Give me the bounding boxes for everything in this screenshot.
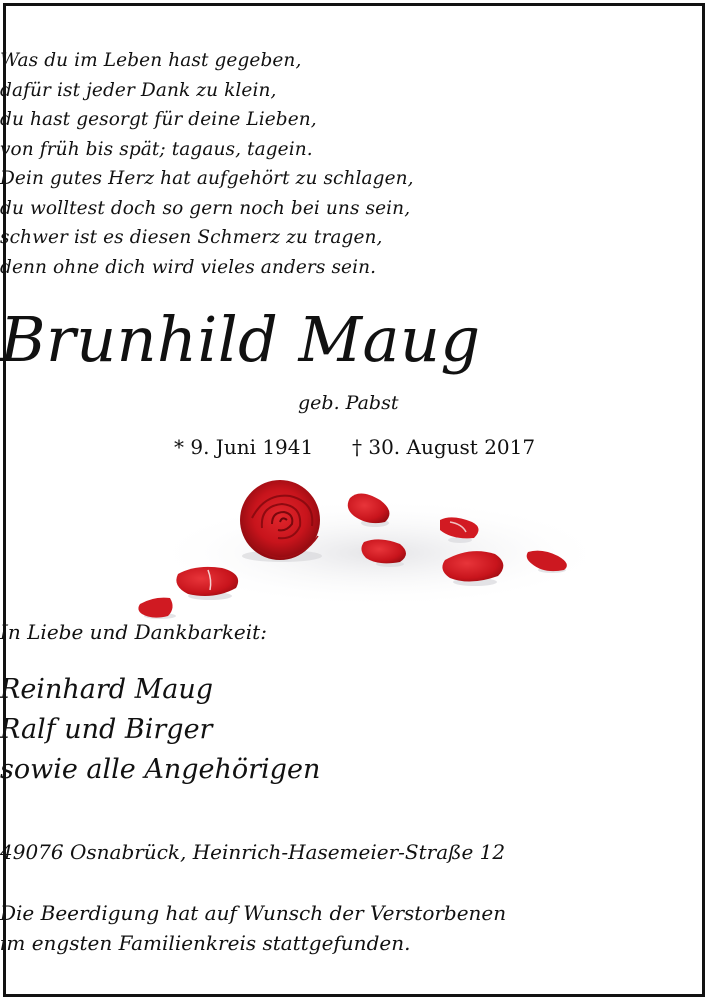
funeral-note — [0, 898, 708, 958]
thanks-line: In Liebe und Dankbarkeit: — [0, 620, 267, 644]
address: 49076 Osnabrück, Heinrich-Hasemeier-Straße 12 — [0, 840, 506, 864]
poem-line: schwer ist es diesen Schmerz zu tragen, — [0, 227, 383, 248]
poem-line: du hast gesorgt für deine Lieben, — [0, 109, 317, 130]
deceased-name: Brunhild Maug — [0, 303, 481, 376]
petal-icon — [138, 598, 176, 619]
poem-line: Dein gutes Herz hat aufgehört zu schlagen, — [0, 168, 414, 189]
note-line: im engsten Familienkreis stattgefunden. — [0, 931, 411, 955]
poem-line: dafür ist jeder Dank zu klein, — [0, 79, 277, 101]
birth-date: * 9. Juni 1941 — [174, 435, 314, 459]
family-line: Reinhard Maug — [0, 674, 214, 705]
rose-petals-image — [130, 478, 590, 628]
maiden-name: geb. Pabst — [298, 392, 399, 414]
family-line: Ralf und Birger — [0, 714, 213, 745]
death-date: † 30. August 2017 — [352, 435, 536, 459]
poem-line: du wolltest doch so gern noch bei uns sein, — [0, 197, 411, 219]
family-names — [0, 670, 708, 790]
poem-line: denn ohne dich wird vieles anders sein. — [0, 256, 377, 278]
petal-icon — [176, 567, 238, 600]
poem-line: von früh bis spät; tagaus, tagein. — [0, 138, 313, 160]
poem-line: Was du im Leben hast gegeben, — [0, 50, 302, 71]
note-line: Die Beerdigung hat auf Wunsch der Verstorbenen — [0, 901, 507, 925]
family-line: sowie alle Angehörigen — [0, 754, 321, 785]
poem — [0, 46, 702, 282]
